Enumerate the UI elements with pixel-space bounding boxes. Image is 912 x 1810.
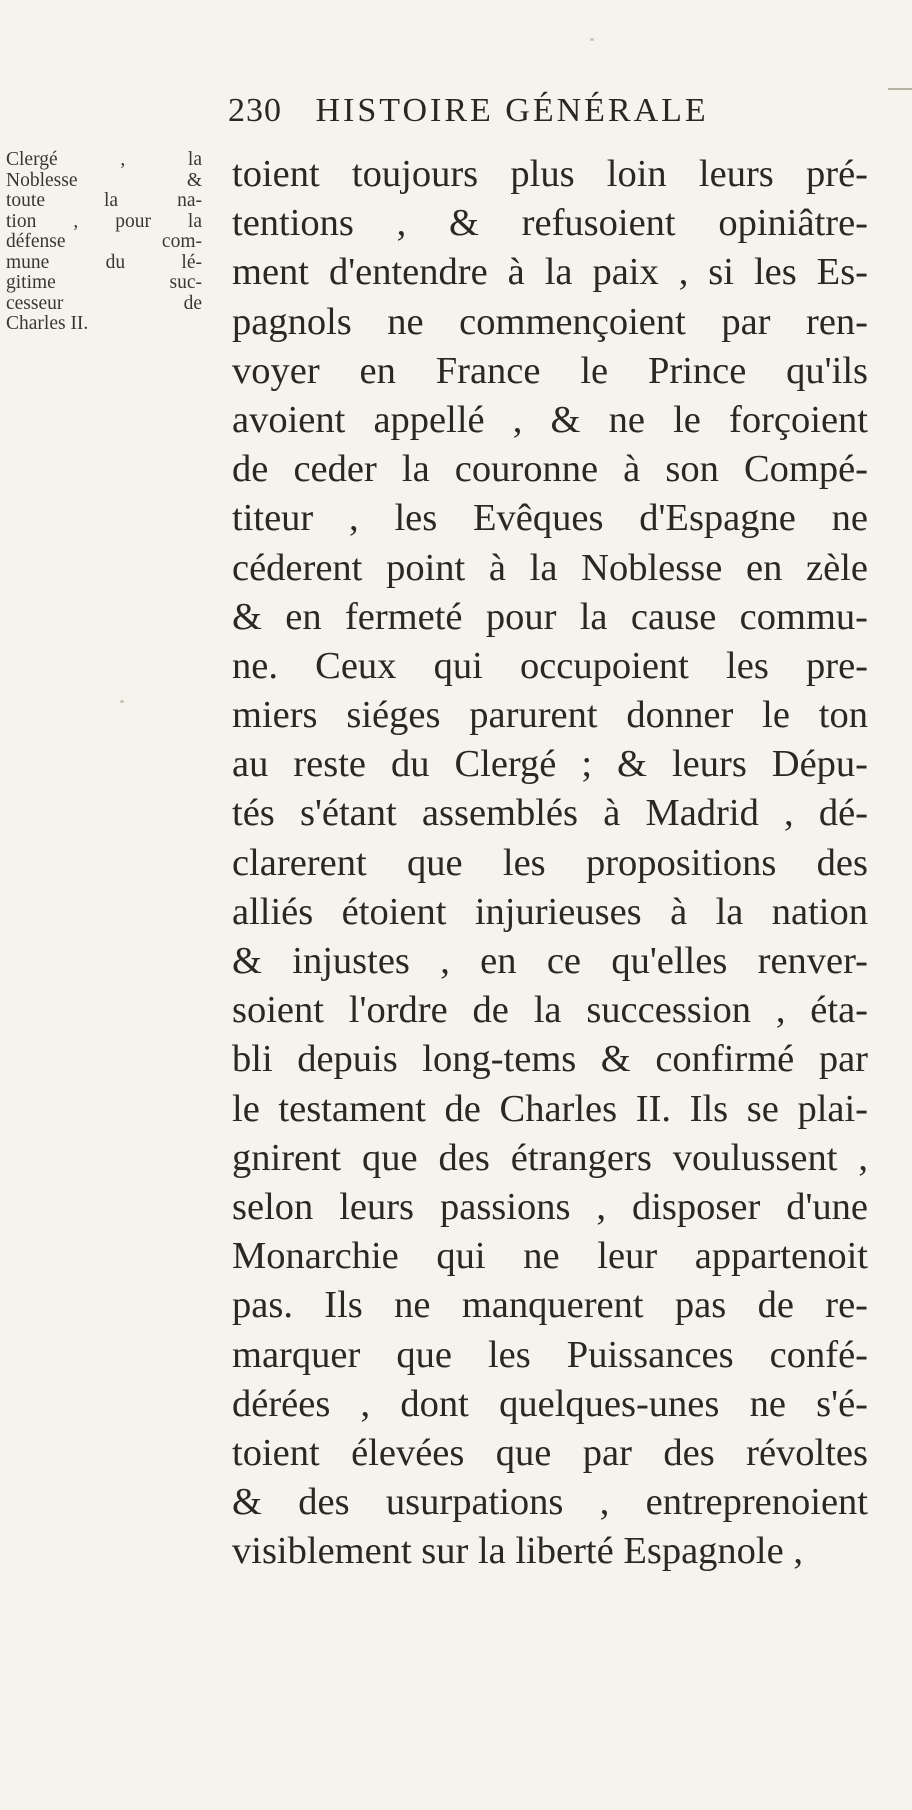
margin-note-line: gitime suc-: [6, 272, 202, 293]
text-line: toient élevées que par des révoltes: [232, 1431, 868, 1474]
text-line: tés s'étant assemblés à Madrid , dé-: [232, 792, 868, 835]
text-line: titeur , les Evêques d'Espagne ne: [232, 497, 868, 540]
text-line: clarerent que les propositions des: [232, 841, 868, 884]
paper-speck: [120, 700, 124, 703]
text-line: & en fermeté pour la cause commu-: [232, 595, 868, 638]
text-line: ne. Ceux qui occupoient les pre-: [232, 644, 868, 687]
margin-note-line: toute la na-: [6, 190, 202, 211]
text-line: Monarchie qui ne leur appartenoit: [232, 1235, 868, 1278]
text-line: toient toujours plus loin leurs pré-: [232, 153, 868, 195]
text-line: & injustes , en ce qu'elles renver-: [232, 940, 868, 982]
text-line: tentions , & refusoient opiniâtre-: [232, 202, 868, 245]
text-line: alliés étoient injurieuses à la nation: [232, 890, 868, 933]
running-title: HISTOIRE GÉNÉRALE: [315, 92, 709, 129]
text-line: selon leurs passions , disposer d'une: [232, 1185, 868, 1228]
text-line: voyer en France le Prince qu'ils: [232, 349, 868, 392]
text-line: & des usurpations , entreprenoient: [232, 1481, 868, 1524]
margin-note-line: tion , pour la: [6, 210, 202, 232]
text-line: pagnols ne commençoient par ren-: [232, 300, 868, 343]
scan-edge-mark: [888, 88, 912, 90]
text-line: soient l'ordre de la succession , éta-: [232, 989, 868, 1032]
margin-note-line: Charles II.: [6, 313, 89, 334]
text-line: pas. Ils ne manquerent pas de re-: [232, 1284, 868, 1327]
text-line: céderent point à la Noblesse en zèle: [232, 546, 868, 589]
text-line: avoient appellé , & ne le forçoient: [232, 398, 868, 441]
running-header: [228, 92, 828, 142]
margin-note: [6, 150, 216, 335]
text-line: dérées , dont quelques-unes ne s'é-: [232, 1382, 868, 1425]
text-line: ment d'entendre à la paix , si les Es-: [232, 251, 868, 294]
text-line: marquer que les Puissances confé-: [232, 1333, 868, 1376]
text-line: gnirent que des étrangers voulussent ,: [232, 1136, 868, 1179]
margin-note-line: Noblesse &: [6, 169, 202, 191]
text-line: de ceder la couronne à son Compé-: [232, 448, 868, 491]
paper-speck: [590, 38, 594, 41]
text-line: le testament de Charles II. Ils se plai-: [232, 1087, 868, 1130]
text-line: miers siéges parurent donner le ton: [232, 694, 868, 737]
page-number: 230: [228, 92, 282, 129]
text-line: au reste du Clergé ; & leurs Dépu-: [232, 743, 868, 786]
margin-note-line: mune du lé-: [6, 251, 202, 273]
margin-note-line: défense com-: [6, 231, 202, 252]
text-line: bli depuis long-tems & confirmé par: [232, 1038, 868, 1081]
margin-note-line: cesseur de: [6, 292, 202, 314]
body-text: [232, 150, 872, 1576]
text-line: visiblement sur la liberté Espagnole ,: [232, 1530, 803, 1573]
margin-note-line: Clergé , la: [6, 149, 202, 170]
